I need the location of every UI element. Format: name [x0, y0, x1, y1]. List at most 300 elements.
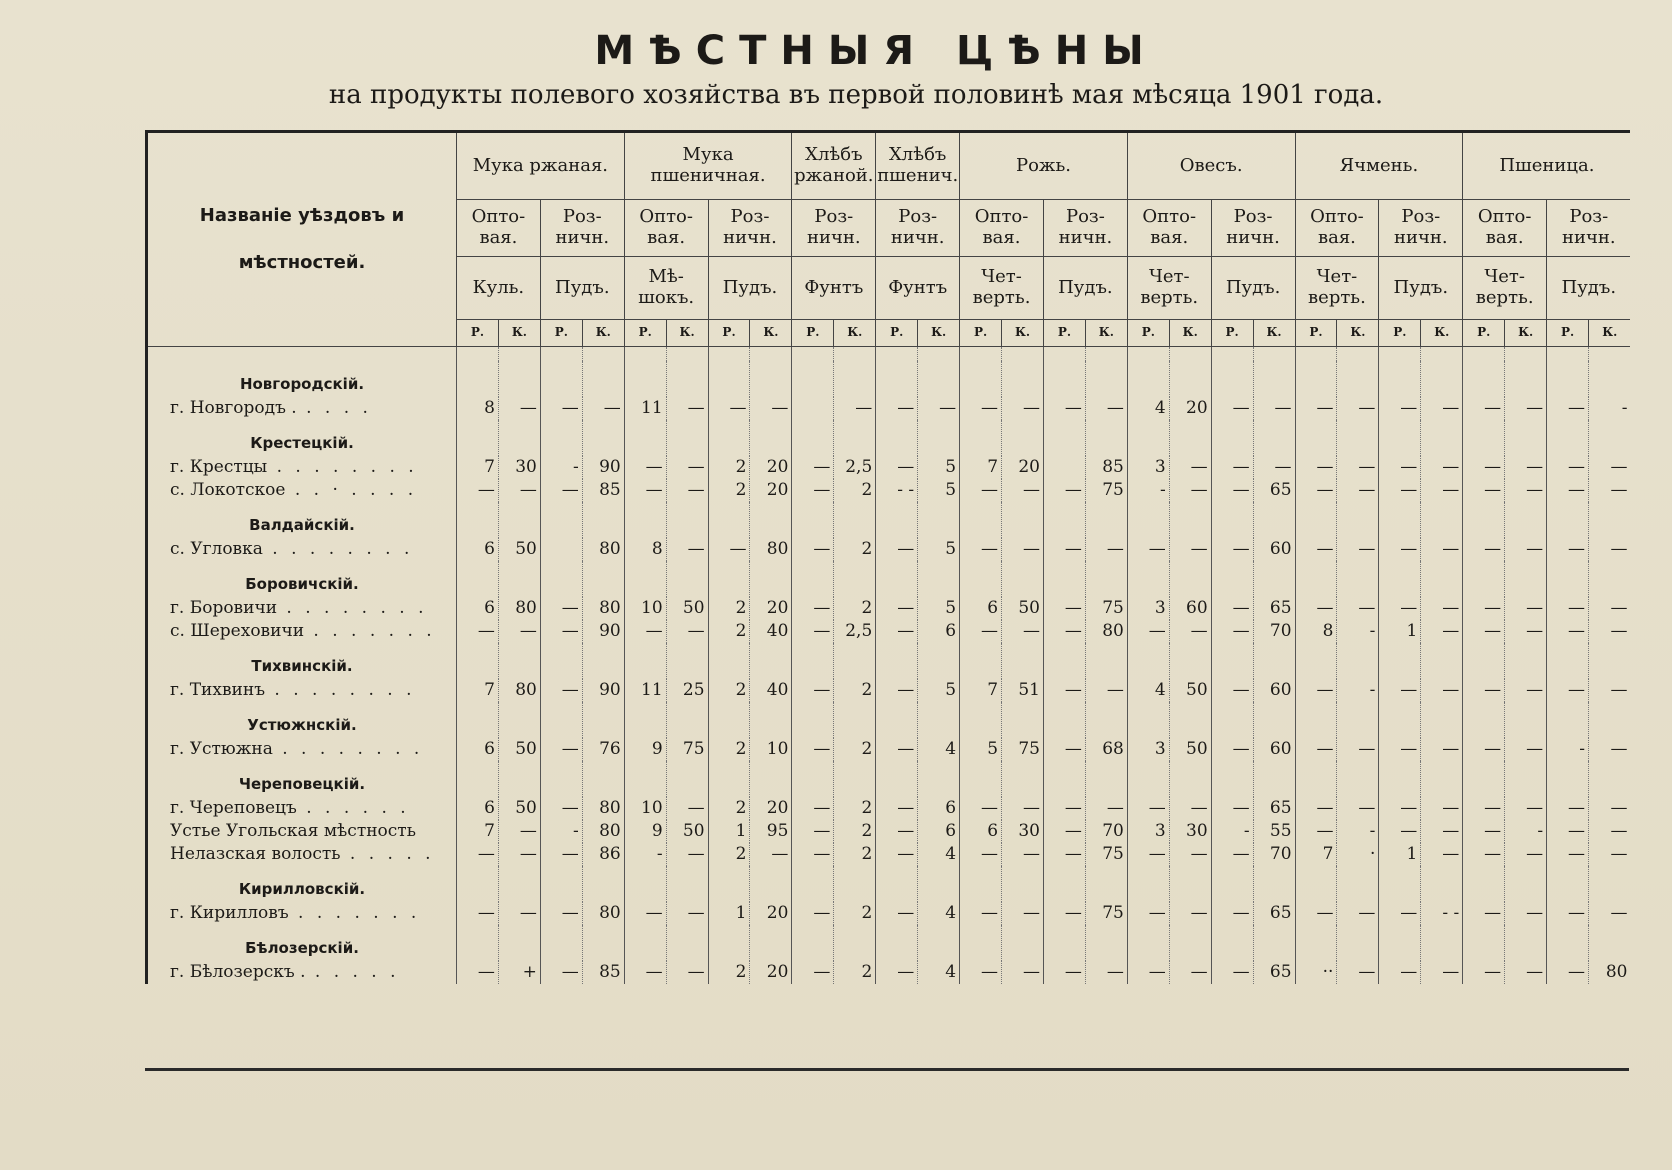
empty-cell — [457, 420, 499, 456]
empty-cell — [1211, 561, 1253, 597]
kopeck-cell: 20 — [750, 456, 792, 479]
kopeck-header: К. — [582, 320, 624, 347]
ruble-header: Р. — [1547, 320, 1589, 347]
empty-cell — [1337, 643, 1379, 679]
empty-cell — [666, 702, 708, 738]
ruble-cell: — — [1547, 961, 1589, 984]
empty-cell — [1127, 702, 1169, 738]
empty-cell — [582, 361, 624, 397]
empty-cell — [1589, 561, 1631, 597]
unit-header: Чет-верть. — [960, 257, 1044, 320]
kopeck-cell: 80 — [498, 679, 540, 702]
empty-cell — [876, 361, 918, 397]
ruble-cell: — — [1547, 479, 1589, 502]
kopeck-cell: 5 — [918, 479, 960, 502]
ruble-header: Р. — [624, 320, 666, 347]
empty-cell — [1127, 866, 1169, 902]
locality-cell — [147, 620, 457, 643]
empty-cell — [540, 502, 582, 538]
spacer-cell — [918, 347, 960, 362]
ruble-cell: — — [1547, 597, 1589, 620]
empty-cell — [918, 502, 960, 538]
kopeck-cell: — — [1505, 738, 1547, 761]
empty-cell — [1589, 420, 1631, 456]
empty-cell — [498, 643, 540, 679]
ruble-cell: — — [876, 843, 918, 866]
kopeck-cell: 50 — [498, 538, 540, 561]
kind-header: Роз-ничн. — [1547, 200, 1631, 257]
empty-cell — [1379, 702, 1421, 738]
page-header — [0, 28, 1672, 110]
empty-cell — [1085, 502, 1127, 538]
kopeck-cell: — — [1421, 738, 1463, 761]
spacer-cell — [666, 347, 708, 362]
ruble-cell: — — [876, 797, 918, 820]
ruble-cell: — — [792, 538, 834, 561]
empty-cell — [624, 643, 666, 679]
locality-cell — [147, 597, 457, 620]
empty-cell — [582, 761, 624, 797]
ruble-cell — [792, 397, 834, 420]
empty-cell — [1043, 761, 1085, 797]
kopeck-cell: 65 — [1253, 597, 1295, 620]
empty-cell — [1337, 561, 1379, 597]
empty-cell — [457, 561, 499, 597]
empty-cell — [1379, 502, 1421, 538]
kopeck-cell: — — [1002, 479, 1044, 502]
empty-cell — [1505, 361, 1547, 397]
empty-cell — [960, 420, 1002, 456]
ruble-cell: — — [1211, 738, 1253, 761]
kopeck-cell: — — [1421, 679, 1463, 702]
empty-cell — [708, 702, 750, 738]
spacer-cell — [876, 347, 918, 362]
kopeck-cell: 30 — [498, 456, 540, 479]
ruble-cell: — — [1127, 961, 1169, 984]
empty-cell — [1043, 561, 1085, 597]
empty-cell — [1002, 643, 1044, 679]
empty-cell — [1043, 502, 1085, 538]
empty-cell — [1505, 420, 1547, 456]
kopeck-cell: — — [1337, 397, 1379, 420]
empty-cell — [960, 925, 1002, 961]
kopeck-cell: 6 — [918, 620, 960, 643]
empty-cell — [750, 761, 792, 797]
empty-cell — [1505, 925, 1547, 961]
group-header: Мука ржаная. — [457, 132, 625, 200]
empty-cell — [498, 420, 540, 456]
empty-cell — [666, 361, 708, 397]
kopeck-cell: — — [1589, 902, 1631, 925]
empty-cell — [1043, 420, 1085, 456]
locality-cell — [147, 797, 457, 820]
ruble-cell: 1 — [708, 902, 750, 925]
empty-cell — [792, 361, 834, 397]
ruble-cell: — — [1211, 902, 1253, 925]
ruble-cell: - — [1127, 479, 1169, 502]
kopeck-cell: — — [1421, 961, 1463, 984]
kopeck-cell: — — [666, 456, 708, 479]
region-row — [147, 925, 1631, 961]
empty-cell — [1085, 702, 1127, 738]
ruble-cell: — — [960, 902, 1002, 925]
empty-cell — [498, 361, 540, 397]
empty-cell — [1085, 561, 1127, 597]
ruble-cell: — — [876, 620, 918, 643]
empty-cell — [1547, 361, 1589, 397]
kopeck-cell: - — [1337, 679, 1379, 702]
price-table-container — [145, 130, 1629, 984]
empty-cell — [1295, 702, 1337, 738]
kopeck-cell: — — [498, 902, 540, 925]
kopeck-cell: + — [498, 961, 540, 984]
empty-cell — [1169, 925, 1211, 961]
kopeck-cell: — — [1421, 797, 1463, 820]
kopeck-cell: — — [1589, 843, 1631, 866]
empty-cell — [582, 925, 624, 961]
ruble-header: Р. — [1463, 320, 1505, 347]
ruble-cell: — — [792, 597, 834, 620]
ruble-cell: — — [1043, 843, 1085, 866]
empty-cell — [1421, 702, 1463, 738]
empty-cell — [1421, 502, 1463, 538]
kopeck-cell: 2 — [834, 679, 876, 702]
empty-cell — [1043, 361, 1085, 397]
kopeck-cell: — — [1421, 397, 1463, 420]
ruble-header: Р. — [1211, 320, 1253, 347]
ruble-cell: — — [1379, 397, 1421, 420]
empty-cell — [1127, 925, 1169, 961]
ruble-cell: — — [1547, 397, 1589, 420]
kopeck-cell: - — [1337, 620, 1379, 643]
ruble-cell: 2 — [708, 479, 750, 502]
ruble-cell: — — [960, 620, 1002, 643]
ruble-cell: - — [540, 456, 582, 479]
kopeck-cell: — — [666, 538, 708, 561]
kind-header: Опто-вая. — [457, 200, 541, 257]
empty-cell — [918, 420, 960, 456]
ruble-cell: — — [624, 961, 666, 984]
ruble-header: Р. — [1379, 320, 1421, 347]
kopeck-cell: 80 — [582, 902, 624, 925]
empty-cell — [1211, 502, 1253, 538]
ruble-cell: — — [960, 843, 1002, 866]
ruble-cell: - - — [876, 479, 918, 502]
spacer-cell — [582, 347, 624, 362]
ruble-cell: 8 — [457, 397, 499, 420]
kopeck-cell: — — [666, 843, 708, 866]
kopeck-cell: - — [1337, 820, 1379, 843]
ruble-cell: — — [1379, 456, 1421, 479]
kopeck-cell: — — [1505, 538, 1547, 561]
kopeck-header: К. — [1337, 320, 1379, 347]
ruble-cell: — — [540, 797, 582, 820]
empty-cell — [1379, 643, 1421, 679]
locality-name: г. Череповецъ — [170, 798, 297, 818]
kopeck-cell: 60 — [1253, 679, 1295, 702]
unit-header: Фунтъ — [792, 257, 876, 320]
empty-cell — [834, 561, 876, 597]
ruble-header: Р. — [1295, 320, 1337, 347]
kopeck-header: К. — [1505, 320, 1547, 347]
ruble-cell: — — [540, 597, 582, 620]
empty-cell — [498, 702, 540, 738]
empty-cell — [1211, 761, 1253, 797]
empty-cell — [457, 502, 499, 538]
price-table-body — [147, 347, 1631, 985]
unit-header: Пудъ. — [1211, 257, 1295, 320]
kopeck-cell: — — [750, 397, 792, 420]
spacer-cell — [1127, 347, 1169, 362]
ruble-cell: 2 — [708, 797, 750, 820]
empty-cell — [1043, 925, 1085, 961]
kopeck-cell: — — [1337, 902, 1379, 925]
empty-cell — [1085, 761, 1127, 797]
empty-cell — [498, 502, 540, 538]
ruble-cell: — — [1211, 843, 1253, 866]
ruble-cell: — — [792, 902, 834, 925]
group-header: Рожь. — [960, 132, 1128, 200]
empty-cell — [876, 643, 918, 679]
ruble-cell: 6 — [457, 597, 499, 620]
kopeck-cell: 20 — [1169, 397, 1211, 420]
empty-cell — [1002, 702, 1044, 738]
table-row — [147, 479, 1631, 502]
ruble-cell: — — [1463, 397, 1505, 420]
locality-cell — [147, 902, 457, 925]
empty-cell — [918, 643, 960, 679]
table-row — [147, 902, 1631, 925]
ruble-cell: - — [540, 820, 582, 843]
empty-cell — [540, 761, 582, 797]
empty-cell — [750, 866, 792, 902]
kopeck-cell: — — [1337, 456, 1379, 479]
empty-cell — [792, 502, 834, 538]
ruble-cell: 9 — [624, 820, 666, 843]
kopeck-cell: — — [1002, 843, 1044, 866]
kind-header: Опто-вая. — [1463, 200, 1547, 257]
kopeck-header: К. — [1085, 320, 1127, 347]
empty-cell — [750, 561, 792, 597]
locality-name: с. Угловка — [170, 539, 263, 559]
empty-cell — [624, 761, 666, 797]
empty-cell — [540, 643, 582, 679]
kopeck-cell: 85 — [1085, 456, 1127, 479]
ruble-cell: — — [1379, 902, 1421, 925]
kopeck-cell: — — [1589, 538, 1631, 561]
ruble-cell: — — [708, 538, 750, 561]
ruble-cell: — — [1043, 797, 1085, 820]
kopeck-cell: 90 — [582, 679, 624, 702]
kopeck-cell: 80 — [582, 820, 624, 843]
empty-cell — [708, 925, 750, 961]
empty-cell — [1337, 925, 1379, 961]
locality-name: г. Боровичи — [170, 598, 278, 618]
spacer-cell — [624, 347, 666, 362]
kopeck-cell: 80 — [582, 538, 624, 561]
empty-cell — [624, 561, 666, 597]
ruble-cell: — — [457, 843, 499, 866]
empty-cell — [876, 866, 918, 902]
ruble-cell: — — [1127, 620, 1169, 643]
kind-header: Опто-вая. — [960, 200, 1044, 257]
kopeck-cell: 51 — [1002, 679, 1044, 702]
kopeck-cell: — — [1505, 597, 1547, 620]
dot-leader: . . · . . . . — [285, 480, 418, 500]
ruble-cell: — — [792, 843, 834, 866]
ruble-cell: - — [1211, 820, 1253, 843]
spacer-cell — [1043, 347, 1085, 362]
spacer-cell — [1589, 347, 1631, 362]
empty-cell — [708, 361, 750, 397]
empty-cell — [1463, 866, 1505, 902]
empty-cell — [1127, 561, 1169, 597]
region-name: Новгородскій. — [147, 361, 457, 397]
ruble-cell: — — [540, 620, 582, 643]
empty-cell — [1505, 866, 1547, 902]
unit-header: Фунтъ — [876, 257, 960, 320]
kopeck-cell: 80 — [1589, 961, 1631, 984]
kopeck-cell: 50 — [1169, 679, 1211, 702]
spacer-cell — [708, 347, 750, 362]
kopeck-cell: 20 — [750, 961, 792, 984]
ruble-cell — [540, 538, 582, 561]
empty-cell — [1547, 420, 1589, 456]
kopeck-cell: — — [1589, 597, 1631, 620]
ruble-cell: — — [792, 679, 834, 702]
unit-header: Пудъ. — [1379, 257, 1463, 320]
kopeck-cell: — — [1589, 738, 1631, 761]
ruble-cell: — — [457, 479, 499, 502]
empty-cell — [876, 761, 918, 797]
kopeck-header: К. — [1589, 320, 1631, 347]
ruble-cell: — — [540, 679, 582, 702]
kopeck-cell: — — [1421, 538, 1463, 561]
empty-cell — [1169, 561, 1211, 597]
ruble-cell: — — [624, 479, 666, 502]
empty-cell — [960, 866, 1002, 902]
empty-cell — [876, 420, 918, 456]
kopeck-cell: — — [1253, 456, 1295, 479]
region-name: Бѣлозерскій. — [147, 925, 457, 961]
kopeck-cell: — — [1505, 843, 1547, 866]
ruble-cell: — — [1463, 679, 1505, 702]
ruble-cell: — — [1043, 961, 1085, 984]
price-table — [145, 130, 1630, 984]
kopeck-cell: 76 — [582, 738, 624, 761]
kopeck-cell: — — [1169, 902, 1211, 925]
unit-header: Чет-верть. — [1127, 257, 1211, 320]
group-header: Овесъ. — [1127, 132, 1295, 200]
ruble-cell: — — [960, 397, 1002, 420]
ruble-cell: — — [960, 538, 1002, 561]
ruble-cell: 7 — [457, 679, 499, 702]
empty-cell — [1337, 420, 1379, 456]
ruble-cell: — — [1379, 961, 1421, 984]
kopeck-cell: 20 — [1002, 456, 1044, 479]
empty-cell — [1169, 502, 1211, 538]
kopeck-cell: — — [498, 820, 540, 843]
empty-cell — [624, 420, 666, 456]
ruble-cell: — — [1043, 538, 1085, 561]
kopeck-cell: 2 — [834, 961, 876, 984]
table-row — [147, 456, 1631, 479]
kopeck-cell: 5 — [918, 679, 960, 702]
kopeck-header: К. — [918, 320, 960, 347]
kopeck-cell: — — [1589, 479, 1631, 502]
ruble-cell: — — [1295, 797, 1337, 820]
ruble-cell: — — [1379, 538, 1421, 561]
locality-name: г. Бѣлозерскъ . — [170, 962, 306, 982]
empty-cell — [1295, 361, 1337, 397]
locality-cell — [147, 538, 457, 561]
locality-cell — [147, 456, 457, 479]
ruble-cell: 2 — [708, 679, 750, 702]
ruble-cell: — — [792, 738, 834, 761]
empty-cell — [1463, 702, 1505, 738]
empty-cell — [708, 561, 750, 597]
kopeck-cell: — — [1337, 538, 1379, 561]
spacer-cell — [960, 347, 1002, 362]
ruble-cell: 3 — [1127, 738, 1169, 761]
ruble-cell: — — [1043, 597, 1085, 620]
kopeck-cell: 60 — [1169, 597, 1211, 620]
empty-cell — [1127, 420, 1169, 456]
spacer-cell — [1085, 347, 1127, 362]
spacer-cell — [498, 347, 540, 362]
kopeck-cell: — — [1589, 820, 1631, 843]
kind-header: Опто-вая. — [1295, 200, 1379, 257]
kopeck-cell: 70 — [1253, 620, 1295, 643]
kind-header: Опто-вая. — [1127, 200, 1211, 257]
empty-cell — [1505, 561, 1547, 597]
unit-header: Мѣ-шокъ. — [624, 257, 708, 320]
kopeck-cell: — — [666, 397, 708, 420]
kopeck-cell: — — [1505, 961, 1547, 984]
region-name: Устюжнскій. — [147, 702, 457, 738]
table-bottom-rule — [145, 1068, 1629, 1071]
ruble-cell: — — [1211, 397, 1253, 420]
kopeck-cell: 80 — [582, 597, 624, 620]
empty-cell — [918, 925, 960, 961]
kopeck-cell: 60 — [1253, 538, 1295, 561]
ruble-cell: 7 — [457, 456, 499, 479]
empty-cell — [834, 925, 876, 961]
price-table-header — [147, 132, 1631, 347]
ruble-cell: 6 — [457, 738, 499, 761]
empty-cell — [708, 502, 750, 538]
empty-cell — [582, 502, 624, 538]
kopeck-cell: — — [666, 961, 708, 984]
empty-cell — [960, 643, 1002, 679]
empty-cell — [876, 502, 918, 538]
kopeck-cell: 60 — [1253, 738, 1295, 761]
ruble-cell: — — [1127, 902, 1169, 925]
ruble-cell: — — [876, 538, 918, 561]
empty-cell — [498, 925, 540, 961]
ruble-cell: — — [1295, 738, 1337, 761]
table-row — [147, 843, 1631, 866]
ruble-cell: ·· — [1295, 961, 1337, 984]
empty-cell — [918, 561, 960, 597]
kopeck-cell: 2 — [834, 820, 876, 843]
empty-cell — [1127, 643, 1169, 679]
empty-cell — [1127, 761, 1169, 797]
ruble-cell: — — [624, 620, 666, 643]
kopeck-cell: 2 — [834, 843, 876, 866]
kopeck-cell: — — [1085, 538, 1127, 561]
empty-cell — [582, 702, 624, 738]
